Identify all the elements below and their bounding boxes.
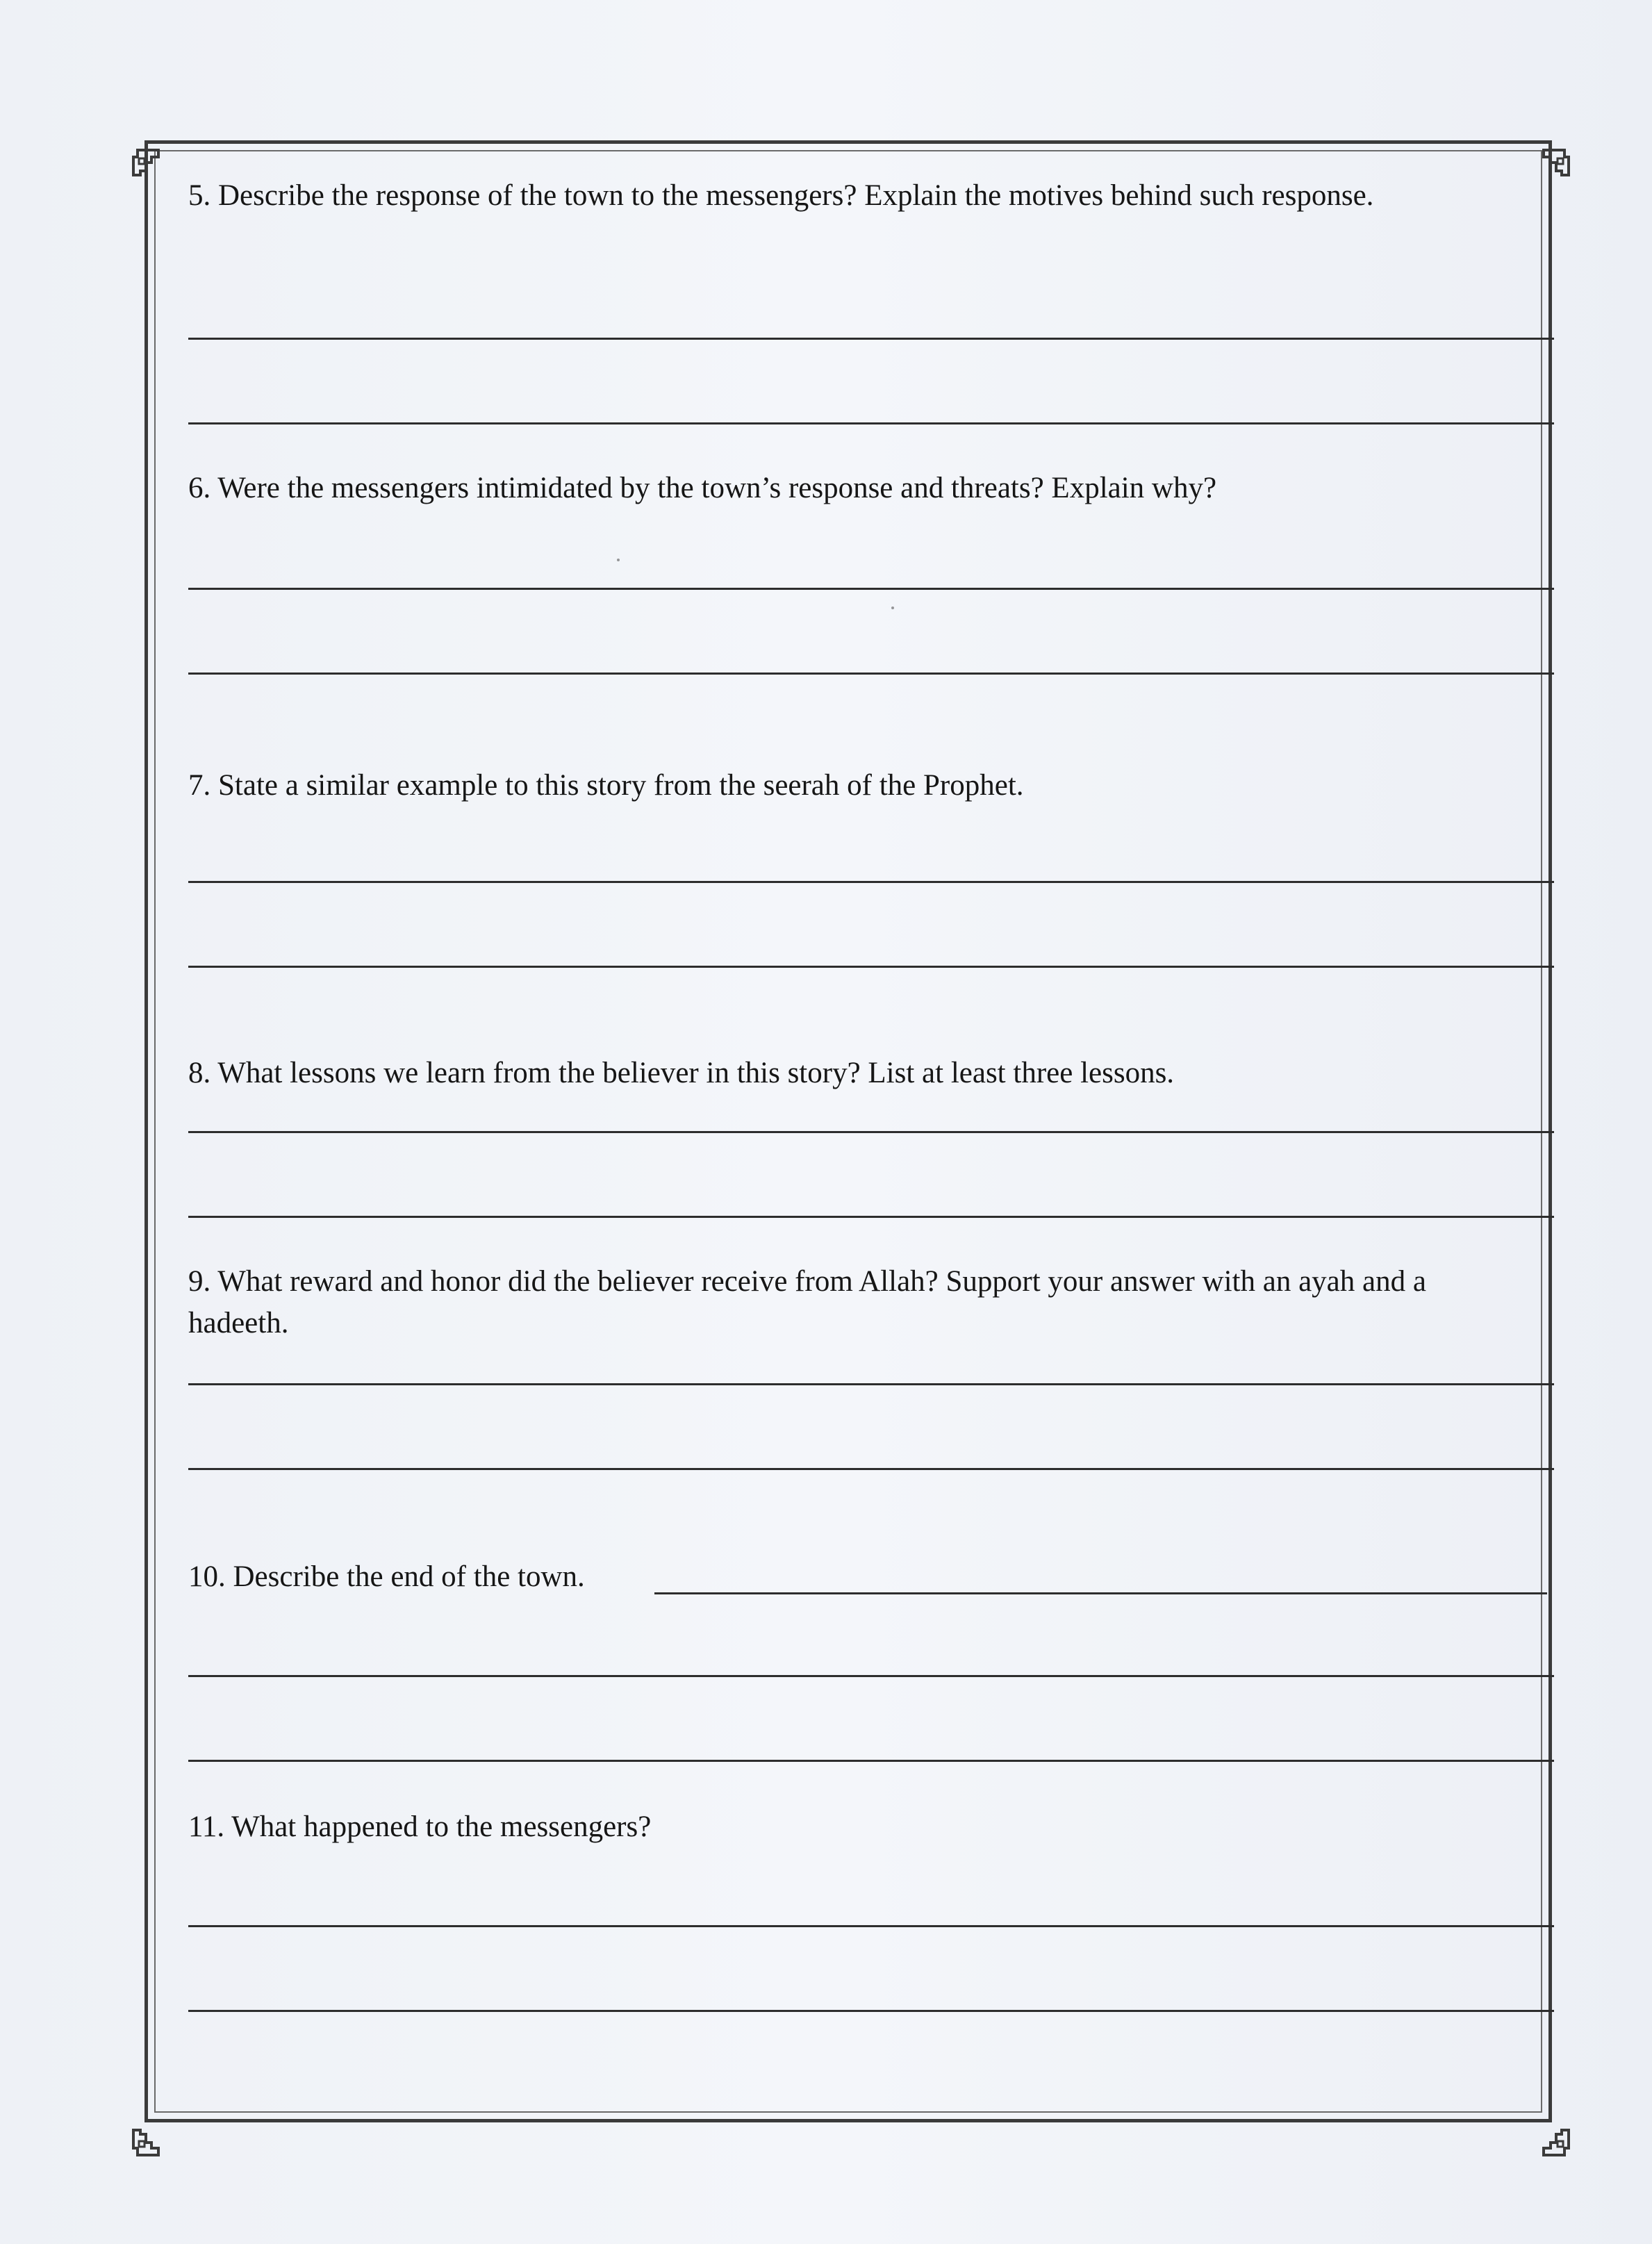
- question-number: 10.: [188, 1560, 226, 1593]
- answer-line[interactable]: [188, 966, 1554, 968]
- question-10: [188, 1556, 585, 1598]
- answer-line[interactable]: [188, 422, 1554, 424]
- question-number: 6.: [188, 472, 211, 504]
- question-text: State a similar example to this story from the seerah of the Prophet.: [218, 769, 1024, 802]
- answer-line[interactable]: [188, 1216, 1554, 1218]
- answer-line[interactable]: [188, 673, 1554, 675]
- question-number: 5.: [188, 179, 211, 212]
- answer-line[interactable]: [188, 1925, 1554, 1927]
- question-6: [188, 468, 1480, 509]
- question-text: Describe the end of the town.: [233, 1560, 585, 1593]
- question-text: What reward and honor did the believer receive from Allah? Support your answer with an ayah and a hadeeth.: [188, 1265, 1426, 1339]
- answer-line[interactable]: [188, 338, 1554, 340]
- answer-line[interactable]: [188, 1675, 1554, 1677]
- question-number: 8.: [188, 1057, 211, 1089]
- corner-ornament-icon: [1541, 2127, 1571, 2158]
- answer-line[interactable]: [188, 881, 1554, 883]
- answer-line[interactable]: [654, 1592, 1547, 1594]
- question-number: 11.: [188, 1810, 225, 1843]
- paper-speck: [891, 607, 894, 609]
- answer-line[interactable]: [188, 588, 1554, 590]
- question-text: What happened to the messengers?: [231, 1810, 652, 1843]
- corner-ornament-icon: [131, 2127, 161, 2158]
- answer-line[interactable]: [188, 1131, 1554, 1133]
- answer-line[interactable]: [188, 1468, 1554, 1470]
- answer-line[interactable]: [188, 1760, 1554, 1762]
- question-number: 9.: [188, 1265, 211, 1298]
- answer-line[interactable]: [188, 2010, 1554, 2012]
- question-text: Were the messengers intimidated by the town’s response and threats? Explain why?: [217, 472, 1217, 504]
- question-5: [188, 175, 1480, 217]
- question-text: What lessons we learn from the believer in this story? List at least three lessons.: [217, 1057, 1175, 1089]
- question-7: [188, 765, 1480, 807]
- answer-line[interactable]: [188, 1383, 1554, 1385]
- corner-ornament-icon: [1541, 147, 1571, 178]
- question-text: Describe the response of the town to the messengers? Explain the motives behind such response.: [218, 179, 1374, 212]
- question-8: [188, 1053, 1480, 1094]
- question-9: [188, 1261, 1480, 1344]
- corner-ornament-icon: [131, 147, 161, 178]
- question-number: 7.: [188, 769, 211, 802]
- paper-speck: [617, 559, 620, 561]
- question-11: [188, 1806, 1480, 1848]
